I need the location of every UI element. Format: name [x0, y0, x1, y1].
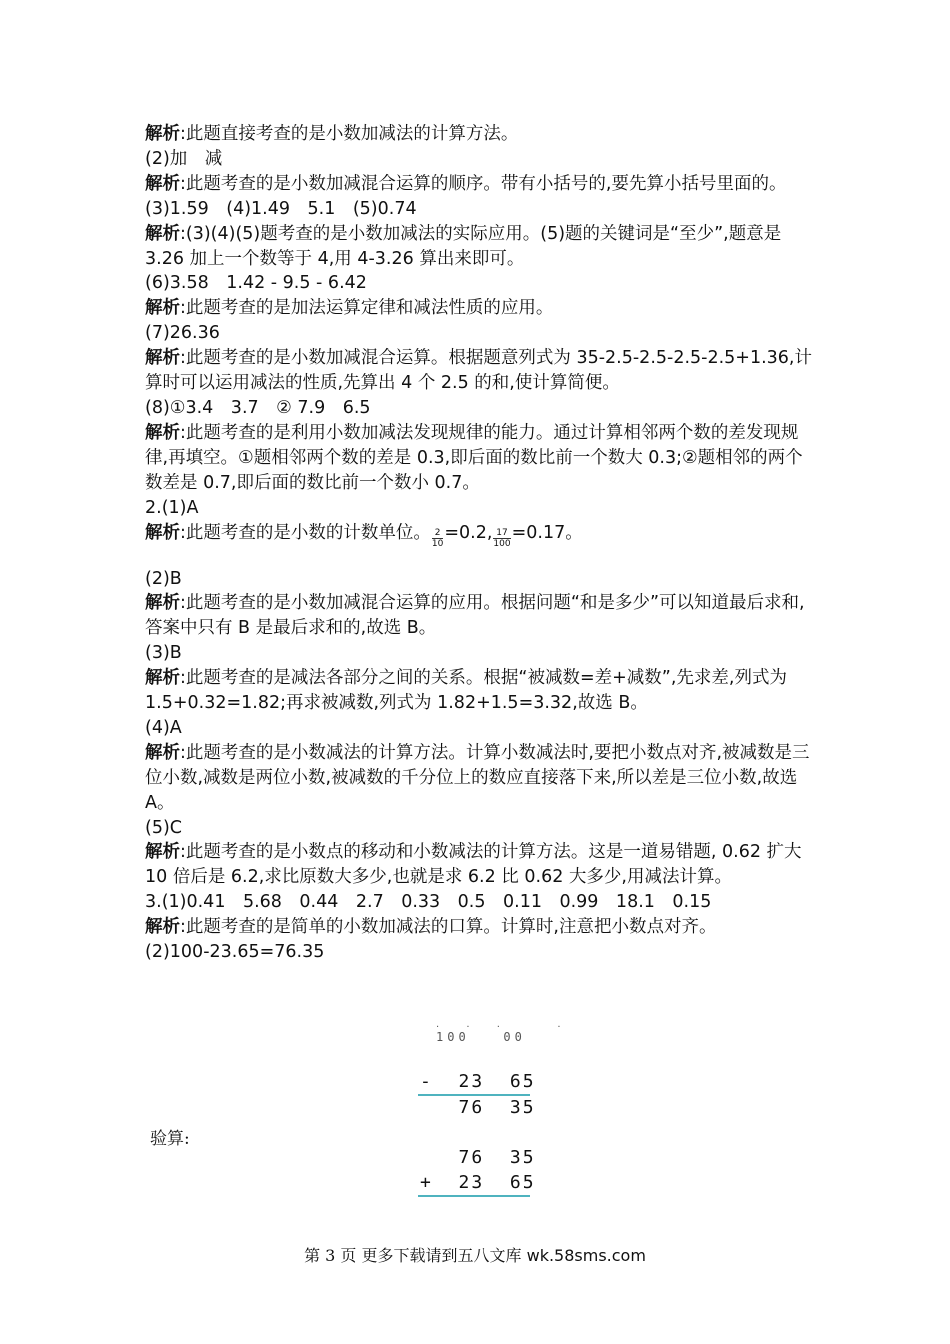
line-text: :此题考查的是加法运算定律和减法性质的应用。 [180, 298, 554, 319]
analysis-label: 解析 [145, 593, 180, 614]
line-text: (4)A [145, 717, 182, 738]
analysis-line [145, 346, 815, 396]
analysis-line [145, 172, 815, 197]
analysis-label: 解析 [145, 173, 180, 194]
analysis-label: 解析 [145, 348, 180, 369]
line-text: (2)100-23.65=76.35 [145, 942, 325, 963]
fraction-2-10: $\frac{2}{10}$ [431, 527, 444, 549]
line-text: :此题考查的是减法各部分之间的关系。根据“被减数=差+减数”,先求差,列式为 1.5+0.32=1.82;再求被减数,列式为 1.82+1.5=3.32,故选 B。 [145, 668, 787, 714]
line-text: (5)C [145, 817, 183, 838]
calc-line-2 [418, 1195, 530, 1197]
answer-line [145, 641, 815, 666]
answer-line [145, 816, 815, 841]
fraction-17-100: $\frac{17}{100}$ [493, 527, 511, 549]
line-text: (3)B [145, 643, 182, 664]
answer-line [145, 396, 815, 421]
answer-line [145, 890, 815, 915]
analysis-label: 解析 [145, 223, 180, 244]
verify-row-1: 76 35 [420, 1147, 536, 1168]
line-text: :此题考查的是小数加减混合运算的顺序。带有小括号的,要先算小括号里面的。 [180, 173, 787, 194]
analysis-line [145, 741, 815, 816]
analysis-line [145, 296, 815, 321]
answer-content [145, 122, 815, 965]
answer-line [145, 716, 815, 741]
line-text: :(3)(4)(5)题考查的是小数加减法的实际应用。(5)题的关键词是“至少”,题意是 3.26 加上一个数等于 4,用 4-3.26 算出来即可。 [145, 223, 782, 269]
line-text: :此题考查的是小数加减混合运算。根据题意列式为 35-2.5-2.5-2.5-2.5+1.36,计算时可以运用减法的性质,先算出 4 个 2.5 的和,使计算简便。 [145, 348, 812, 394]
answer-line [145, 940, 815, 965]
analysis-label: 解析 [145, 668, 180, 689]
analysis-line [145, 666, 815, 716]
analysis-line [145, 421, 815, 496]
line-text: :此题考查的是小数加减混合运算的应用。根据问题“和是多少”可以知道最后求和,答案中只有 B 是最后求和的,故选 B。 [145, 593, 805, 639]
analysis-label: 解析 [145, 298, 180, 319]
answer-line [145, 567, 815, 592]
line-text: (3)1.59 (4)1.49 5.1 (5)0.74 [145, 198, 417, 219]
line-text: (7)26.36 [145, 323, 220, 344]
line-text: (2)B [145, 568, 182, 589]
line-text: (8)①3.4 3.7 ② 7.9 6.5 [145, 397, 371, 418]
line-text: 2.(1)A [145, 497, 199, 518]
calc-row-subtrahend: - 23 65 [420, 1071, 536, 1092]
page-footer: 第 3 页 更多下载请到五八文库 wk.58sms.com [304, 1246, 646, 1265]
line-text: (6)3.58 1.42 - 9.5 - 6.42 [145, 273, 367, 294]
analysis-label: 解析 [145, 917, 180, 938]
carry-dots: · · · · [436, 1022, 573, 1033]
answer-line [145, 147, 815, 172]
line-text: :此题直接考查的是小数加减法的计算方法。 [180, 124, 519, 144]
verify-label: 验算: [150, 1129, 190, 1149]
line-text: 3.(1)0.41 5.68 0.44 2.7 0.33 0.5 0.11 0.99 18.1 0.15 [145, 892, 712, 913]
line-text: :此题考查的是简单的小数加减法的口算。计算时,注意把小数点对齐。 [180, 917, 717, 938]
analysis-label: 解析 [145, 742, 180, 763]
answer-line [145, 321, 815, 346]
answer-line [145, 271, 815, 296]
verify-row-2: + 23 65 [420, 1172, 536, 1193]
line-text: :此题考查的是利用小数加减法发现规律的能力。通过计算相邻两个数的差发现规律,再填空。①题相邻两个数的差是 0.3,即后面的数比前一个数大 0.3;②题相邻的两个数差是 0.7,即后面的数比前一个数小 0.7。 [145, 422, 803, 493]
fraction-line: 解析:此题考查的是小数的计数单位。 $\frac{2}{10}$ =0.2, $\frac{17}{100}$ =0.17。 [145, 522, 583, 549]
answer-line [145, 496, 815, 521]
line-text: :此题考查的是小数点的移动和小数减法的计算方法。这是一道易错题, 0.62 扩大 10 倍后是 6.2,求比原数大多少,也就是求 6.2 比 0.62 大多少,用减法计算。 [145, 842, 802, 888]
line-text: :此题考查的是小数减法的计算方法。计算小数减法时,要把小数点对齐,被减数是三位小数,减数是两位小数,被减数的千分位上的数应直接落下来,所以差是三位小数,故选 A。 [145, 742, 810, 813]
analysis-line [145, 122, 815, 147]
calc-line-1 [418, 1094, 530, 1096]
analysis-label: 解析 [145, 842, 180, 863]
analysis-label: 解析 [145, 124, 180, 144]
analysis-label: 解析 [145, 422, 180, 443]
analysis-line [145, 915, 815, 940]
line-text: (2)加 减 [145, 148, 223, 169]
answer-line [145, 197, 815, 222]
calc-row-difference: 76 35 [420, 1097, 536, 1118]
analysis-line [145, 591, 815, 641]
analysis-line [145, 222, 815, 272]
analysis-line [145, 840, 815, 890]
calc-row-minuend: 100 00 [436, 1030, 526, 1044]
